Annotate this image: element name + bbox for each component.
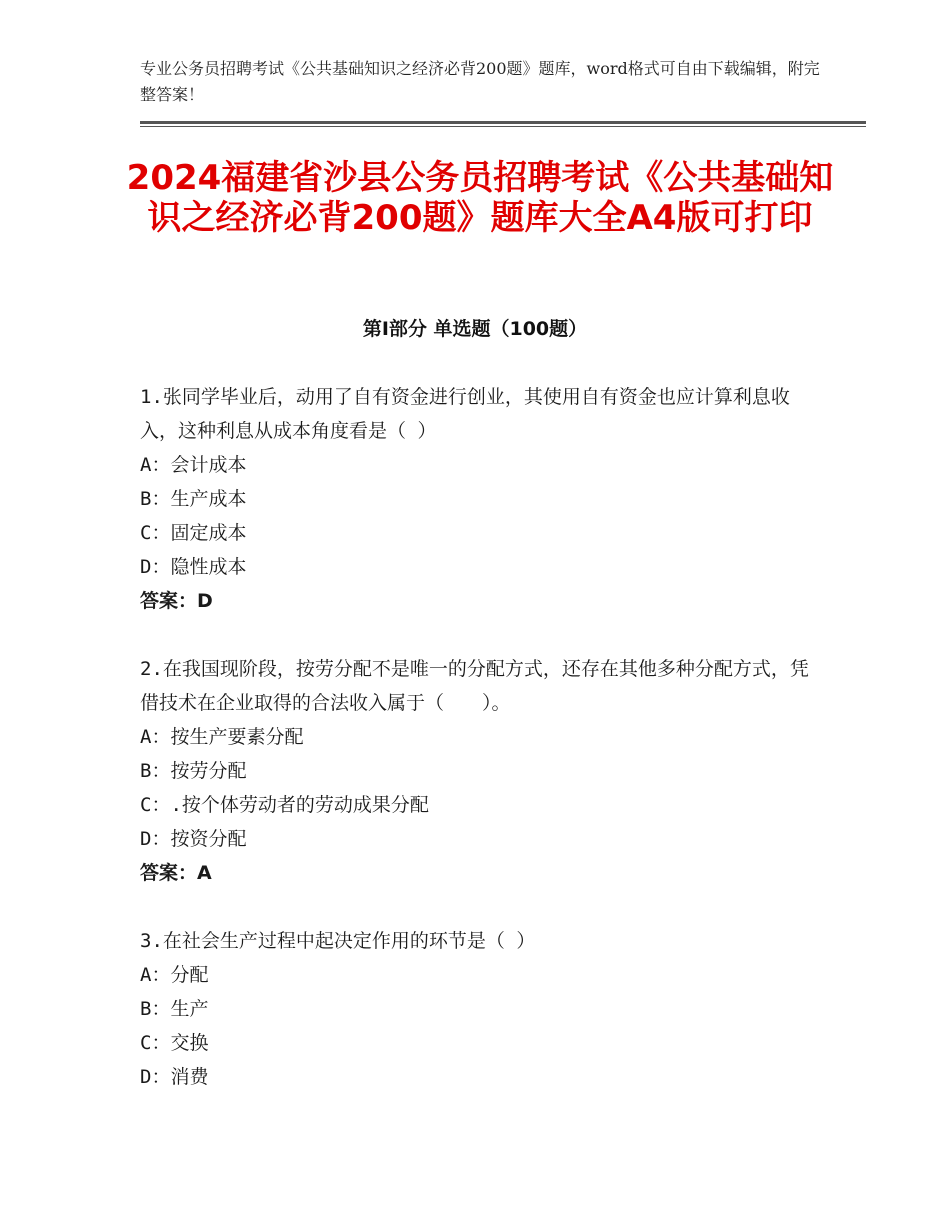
header-divider-thin	[140, 126, 866, 127]
answer-label: 答案：A	[140, 862, 212, 884]
header-divider-thick	[140, 121, 866, 124]
option-a: A：会计成本	[140, 454, 247, 476]
option-c: C：.按个体劳动者的劳动成果分配	[140, 794, 429, 816]
option-c: C：固定成本	[140, 522, 247, 544]
option-d: D：按资分配	[140, 828, 247, 850]
section-heading: 第Ⅰ部分 单选题（100题）	[362, 318, 588, 340]
question-stem: 3.在社会生产过程中起决定作用的环节是（ ）	[140, 930, 536, 952]
option-c: C：交换	[140, 1032, 209, 1054]
option-a: A：分配	[140, 964, 209, 986]
question-2	[140, 652, 820, 890]
question-1	[140, 380, 820, 618]
option-b: B：生产成本	[140, 488, 247, 510]
question-3	[140, 924, 820, 1094]
answer-label: 答案：D	[140, 590, 213, 612]
header-note: 专业公务员招聘考试《公共基础知识之经济必背200题》题库，word格式可自由下载编辑，附完整答案！	[140, 59, 820, 104]
option-d: D：消费	[140, 1066, 209, 1088]
option-b: B：生产	[140, 998, 209, 1020]
question-list	[140, 380, 820, 1128]
option-d: D：隐性成本	[140, 556, 247, 578]
question-stem: 2.在我国现阶段，按劳分配不是唯一的分配方式，还存在其他多种分配方式，凭借技术在企业取得的合法收入属于（ ）。	[140, 658, 809, 714]
option-a: A：按生产要素分配	[140, 726, 304, 748]
option-b: B：按劳分配	[140, 760, 247, 782]
question-stem: 1.张同学毕业后，动用了自有资金进行创业，其使用自有资金也应计算利息收入，这种利息从成本角度看是（ ）	[140, 386, 790, 442]
document-title: 2024福建省沙县公务员招聘考试《公共基础知识之经济必背200题》题库大全A4版可打印	[126, 158, 834, 238]
